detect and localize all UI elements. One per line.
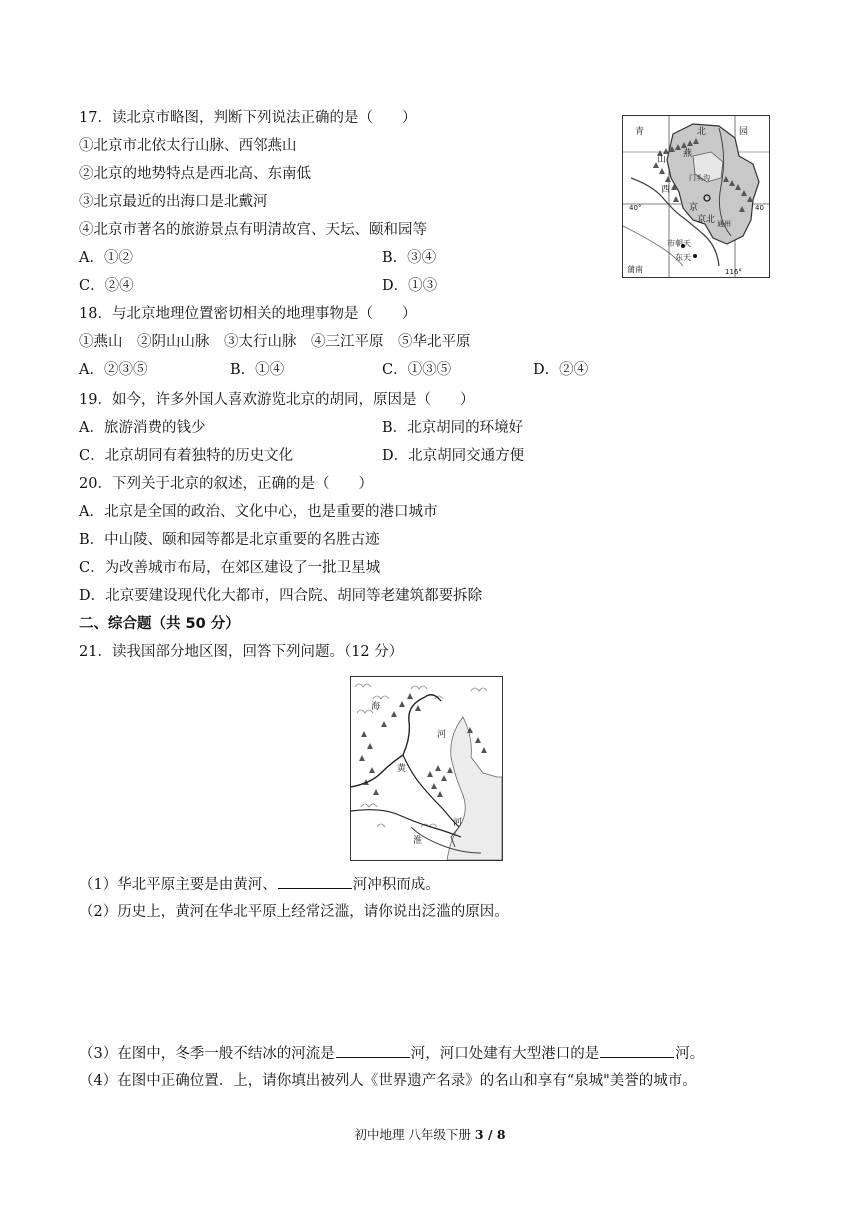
q21-part-2: （2）历史上，黄河在华北平原上经常泛滥，请你说出泛滥的原因。: [79, 904, 509, 920]
q18-option-b: B．①④: [230, 362, 285, 378]
q21-stem: 21．读我国部分地区图，回答下列问题。（12 分）: [79, 644, 404, 660]
q21-part-3-text-c: 河。: [675, 1046, 705, 1062]
north-china-map-image: [351, 677, 502, 860]
page-footer: [0, 1126, 860, 1144]
q17-option-a: A．①②: [79, 250, 133, 266]
map1-label-lat40-right: 40: [755, 204, 764, 212]
q17-option-d: D．①③: [382, 278, 438, 294]
q18-stem: 18．与北京地理位置密切相关的地理事物是（ ）: [79, 306, 417, 322]
q20-option-a: A．北京是全国的政治、文化中心，也是重要的港口城市: [79, 504, 438, 520]
map2-label-huang: 黄: [397, 764, 407, 774]
q21-part-3-text-b: 河，河口处建有大型港口的是: [410, 1046, 600, 1062]
footer-subject: 初中地理 八年级下册: [354, 1127, 475, 1142]
map1-label-jing: 京: [689, 203, 699, 213]
map1-label-shan: 山: [657, 155, 667, 165]
q19-stem: 19．如今，许多外国人喜欢游览北京的胡同，原因是（ ）: [79, 392, 475, 408]
map1-label-tongzhou: 通州: [717, 220, 731, 228]
q18-option-a: A．②③⑤: [79, 362, 148, 378]
q21-part-1-blank[interactable]: [278, 874, 352, 889]
q21-part-1-text-b: 河冲积而成。: [352, 877, 440, 893]
q21-part-3: [79, 1043, 704, 1064]
map2-label-he: 河: [437, 730, 447, 740]
q20-option-b: B．中山陵、颐和园等都是北京重要的名胜古迹: [79, 532, 380, 548]
q18-items: ①燕山 ②阴山山脉 ③太行山脉 ④三江平原 ⑤华北平原: [79, 334, 471, 350]
q21-part-1-text-a: （1）华北平原主要是由黄河、: [79, 877, 277, 893]
map1-label-dongtian: 东天: [675, 253, 691, 262]
q21-part-3-blank-1[interactable]: [336, 1043, 410, 1058]
q17-option-c: C．②④: [79, 278, 134, 294]
q19-option-a: A．旅游消费的钱少: [79, 420, 206, 436]
map2-label-huai: 淮: [413, 836, 423, 846]
map1-label-punan: 蒲南: [627, 265, 643, 274]
q19-option-d: D．北京胡同交通方便: [382, 448, 525, 464]
map1-label-lat40-left: 40°: [629, 204, 642, 212]
q20-stem: 20．下列关于北京的叙述，正确的是（ ）: [79, 476, 373, 492]
q19-option-b: B．北京胡同的环境好: [382, 420, 524, 436]
q17-item-3: ③北京最近的出海口是北戴河: [79, 194, 268, 210]
map2-label-he-2: 河: [453, 818, 463, 828]
q20-option-c: C．为改善城市布局，在郊区建设了一批卫星城: [79, 560, 381, 576]
beijing-map-image: [623, 116, 769, 277]
q17-item-2: ②北京的地势特点是西北高、东南低: [79, 166, 311, 182]
beijing-map-figure: [622, 115, 770, 278]
q21-part-4: （4）在图中正确位置．上，请你填出被列人《世界遗产名录》的名山和享有“泉城"美誉的城市。: [79, 1073, 697, 1089]
map2-label-hai: 海: [371, 702, 381, 712]
q17-item-1: ①北京市北依太行山脉、西邻燕山: [79, 138, 297, 154]
q17-stem: 17．读北京市略图，判断下列说法正确的是（ ）: [79, 110, 417, 126]
q21-part-3-blank-2[interactable]: [600, 1043, 674, 1058]
map1-label-xi: 西: [661, 185, 671, 195]
footer-page-number: 3 / 8: [474, 1127, 506, 1142]
map1-label-yan: 燕: [683, 149, 693, 159]
map1-label-mentougou: 门头沟: [689, 174, 710, 182]
q17-item-4: ④北京市著名的旅游景点有明清故宫、天坛、颐和园等: [79, 222, 427, 238]
north-china-map-figure: [350, 676, 503, 861]
q17-option-b: B．③④: [382, 250, 437, 266]
q18-option-c: C．①③⑤: [382, 362, 452, 378]
q18-option-d: D．②④: [533, 362, 589, 378]
map1-label-lon116-bottom: 116°: [725, 268, 742, 276]
map1-label-shichaotian: 市朝天: [667, 239, 691, 248]
q19-option-c: C．北京胡同有着独特的历史文化: [79, 448, 294, 464]
map1-label-yuan: 园: [739, 127, 749, 137]
map1-label-qing: 青: [635, 127, 645, 137]
q20-option-d: D．北京要建设现代化大都市，四合院、胡同等老建筑都要拆除: [79, 588, 483, 604]
map1-label-bei: 北: [697, 127, 707, 137]
section-2-title: 二、综合题（共 50 分）: [79, 616, 240, 632]
q21-part-3-text-a: （3）在图中，冬季一般不结冰的河流是: [79, 1046, 335, 1062]
q21-part-1: [79, 874, 440, 895]
map1-label-jingbei: 京北: [697, 215, 716, 225]
